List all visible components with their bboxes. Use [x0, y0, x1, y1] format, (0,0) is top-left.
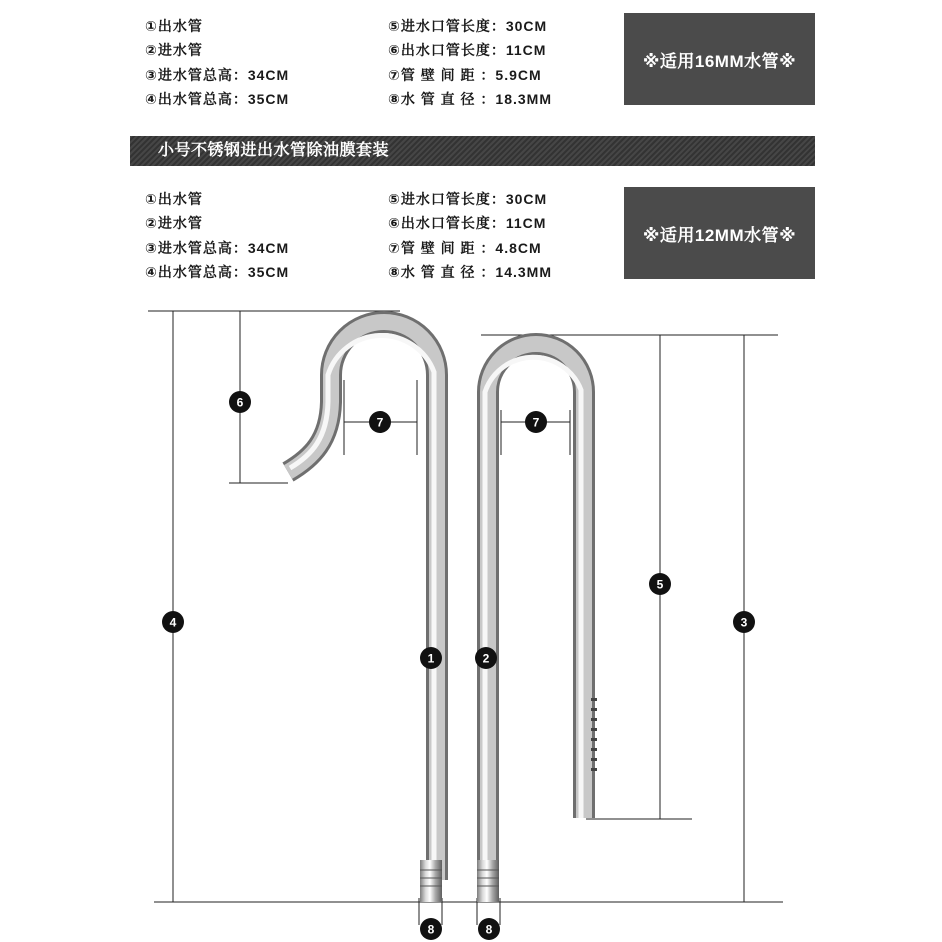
spec-item: ①出水管	[145, 191, 203, 207]
spec-item: ④出水管总高：35CM	[145, 263, 290, 280]
marker-3	[733, 611, 755, 633]
marker-4	[162, 611, 184, 633]
marker-8-right	[478, 918, 500, 940]
section-title: 小号不锈钢进出水管除油膜套装	[158, 142, 390, 159]
spec-item: ⑦管 壁 间 距 ：4.8CM	[388, 239, 542, 256]
large-set-badge: ※适用16MM水管※	[624, 13, 815, 105]
spec-item: ③进水管总高：34CM	[145, 66, 290, 83]
marker-1-label: 1	[427, 651, 435, 666]
spec-item: ④出水管总高：35CM	[145, 90, 290, 107]
spec-item: ③进水管总高：34CM	[145, 239, 290, 256]
marker-8-left	[420, 918, 442, 940]
marker-7-left	[369, 411, 391, 433]
spec-item: ⑦管 壁 间 距 ：5.9CM	[388, 66, 542, 83]
spec-item: ①出水管	[145, 18, 203, 34]
small-set-badge: ※适用12MM水管※	[624, 187, 815, 279]
marker-6	[229, 391, 251, 413]
marker-5	[649, 573, 671, 595]
spec-item: ⑥出水口管长度：11CM	[388, 215, 547, 232]
marker-4-label: 4	[169, 615, 177, 630]
marker-8-left-label: 8	[427, 922, 435, 937]
marker-7-right	[525, 411, 547, 433]
marker-7-left-label: 7	[376, 415, 384, 430]
marker-6-label: 6	[236, 395, 244, 410]
marker-7-right-label: 7	[532, 415, 540, 430]
spec-item: ⑧水 管 直 径 ：18.3MM	[388, 90, 552, 107]
marker-8-right-label: 8	[485, 922, 493, 937]
spec-item: ⑧水 管 直 径 ：14.3MM	[388, 263, 552, 280]
outflow-pipe	[288, 322, 442, 902]
marker-1	[420, 647, 442, 669]
spec-item: ②进水管	[145, 215, 203, 232]
spec-item: ②进水管	[145, 42, 203, 59]
spec-item: ⑤进水口管长度：30CM	[388, 191, 548, 207]
marker-2	[475, 647, 497, 669]
marker-3-label: 3	[740, 615, 748, 630]
marker-2-label: 2	[482, 651, 490, 666]
spec-item: ⑤进水口管长度：30CM	[388, 18, 548, 34]
spec-item: ⑥出水口管长度：11CM	[388, 42, 547, 59]
marker-5-label: 5	[656, 577, 664, 592]
